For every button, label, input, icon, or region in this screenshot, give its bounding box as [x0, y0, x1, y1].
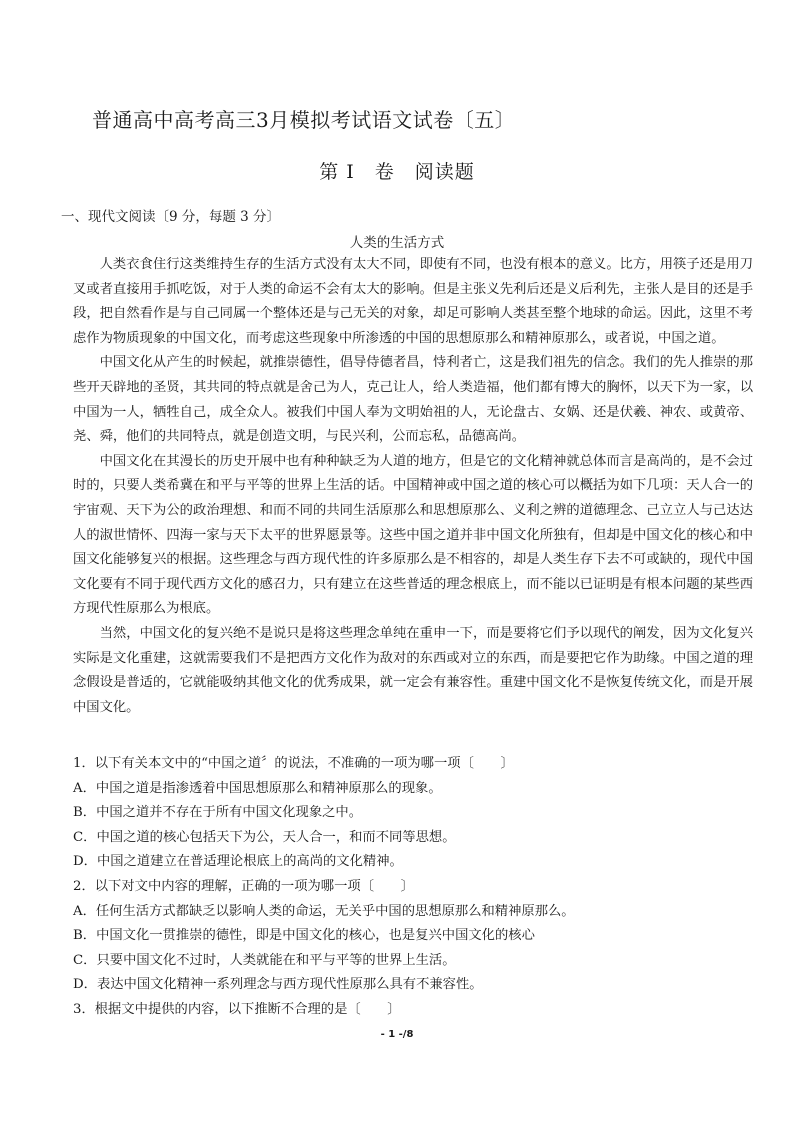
paragraph: 中国文化在其漫长的历史开展中也有种种缺乏为人道的地方，但是它的文化精神就总体而言是高尚的，是不会过时的，只要人类希冀在和平与平等的世界上生活的话。中国精神或中国之道的核心可以概括为如下几项：天人合一的宇宙观、天下为公的政治理想、和而不同的共同生活原那么和思想原那么、义利之辨的道德理念、己立立人与己达达人的淑世情怀、四海一家与天下太平的世界愿景等。这些中国之道并非中国文化所独有，但却是中国文化的核心和中国文化能够复兴的根据。这些理念与西方现代性的许多原那么是不相容的，却是人类生存下去不可或缺的，现代中国文化要有不同于现代西方文化的感召力，只有建立在这些普适的理念根底上，而不能以已证明是有根本问题的某些西方现代性原那么为根底。	[73, 453, 753, 617]
page-number: - 1 -/8	[380, 1029, 414, 1040]
section-heading: 一、现代文阅读〔9 分，每题 3 分〕	[61, 209, 281, 225]
answer-option: C．只要中国文化不过时，人类就能在和平与平等的世界上生活。	[73, 952, 456, 968]
article-body	[73, 253, 753, 720]
exam-title: 普通高中高考高三3月模拟考试语文试卷〔五〕	[92, 108, 516, 132]
answer-option: B．中国文化一贯推崇的德性，即是中国文化的核心，也是复兴中国文化的核心	[73, 928, 535, 944]
article-title: 人类的生活方式	[349, 235, 445, 251]
part-title: 第 I 卷 阅读题	[319, 161, 475, 183]
questions	[73, 752, 753, 1023]
answer-option: C．中国之道的核心包括天下为公，天人合一，和而不同等思想。	[73, 829, 456, 845]
question-stem: 2．以下对文中内容的理解，正确的一项为哪一项〔 〕	[73, 878, 414, 894]
question-stem: 1．以下有关本文中的“中国之道〞的说法，不准确的一项为哪一项〔 〕	[73, 756, 514, 771]
answer-option: B．中国之道并不存在于所有中国文化现象之中。	[73, 805, 363, 821]
answer-option: D．表达中国文化精神一系列理念与西方现代性原那么具有不兼容性。	[73, 977, 483, 993]
answer-option: A．任何生活方式都缺乏以影响人类的命运，无关乎中国的思想原那么和精神原那么。	[73, 903, 575, 919]
answer-option: A．中国之道是指渗透着中国思想原那么和精神原那么的现象。	[73, 780, 442, 796]
paragraph: 人类衣食住行这类维持生存的生活方式没有太大不同，即使有不同，也没有根本的意义。比方，用筷子还是用刀叉或者直接用手抓吃饭，对于人类的命运不会有太大的影响。但是主张义先利后还是义后利先，主张人是目的还是手段，把自然看作是与自己同属一个整体还是与己无关的对象，却足可影响人类甚至整个地球的命运。因此，这里不考虑作为物质现象的中国文化，而考虑这些现象中所渗透的中国的思想原那么和精神原那么，或者说，中国之道。	[73, 257, 753, 346]
paragraph: 中国文化从产生的时候起，就推崇德性，倡导侍德者昌，恃利者亡，这是我们祖先的信念。我们的先人推崇的那些开天辟地的圣贤，其共同的特点就是舍己为人，克己让人，给人类造福，他们都有博大的胸怀，以天下为一家，以中国为一人，牺牲自己，成全众人。被我们中国人奉为文明始祖的人，无论盘古、女娲、还是伏羲、神农、或黄帝、尧、舜，他们的共同特点，就是创造文明，与民兴利，公而忘私，品德高尚。	[73, 355, 753, 445]
answer-option: D．中国之道建立在普适理论根底上的高尚的文化精神。	[73, 854, 403, 870]
paragraph: 当然，中国文化的复兴绝不是说只是将这些理念单纯在重申一下，而是要将它们予以现代的阐发，因为文化复兴实际是文化重建，这就需要我们不是把西方文化作为敌对的东西或对立的东西，而是要把它作为助缘。中国之道的理念假设是普适的，它就能吸纳其他文化的优秀成果，就一定会有兼容性。重建中国文化不是恢复传统文化，而是开展中国文化。	[73, 625, 753, 715]
question-stem: 3．根据文中提供的内容，以下推断不合理的是〔 〕	[73, 1001, 401, 1017]
